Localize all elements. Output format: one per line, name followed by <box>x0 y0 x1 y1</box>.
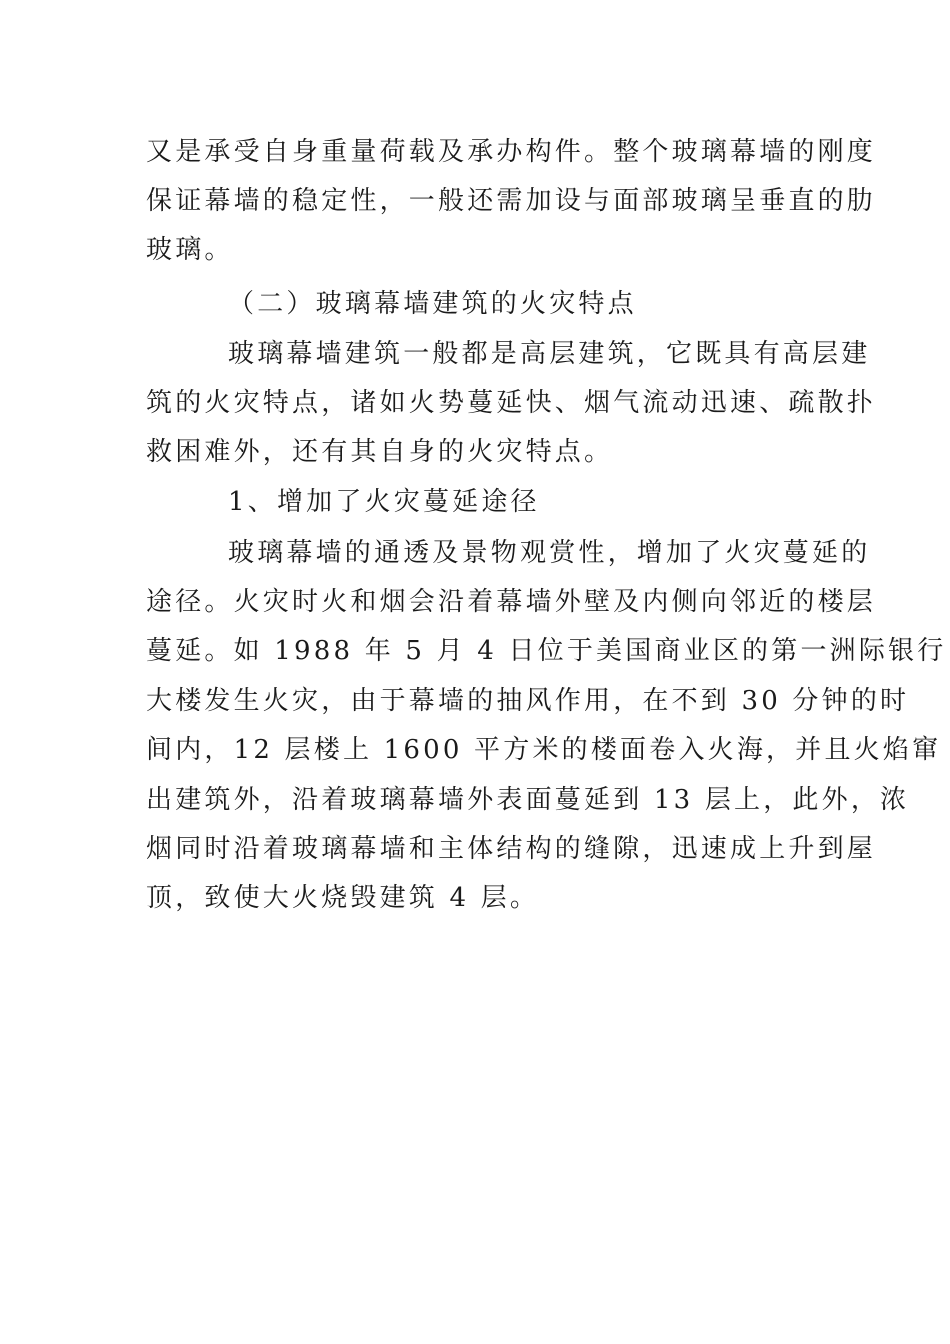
paragraph-line: 烟同时沿着玻璃幕墙和主体结构的缝隙，迅速成上升到屋 <box>146 834 877 864</box>
paragraph-line: 救困难外，还有其自身的火灾特点。 <box>146 437 614 467</box>
paragraph-line: 大楼发生火灾，由于幕墙的抽风作用，在不到 30 分钟的时 <box>146 686 910 716</box>
paragraph-line: 玻璃幕墙的通透及景物观赏性，增加了火灾蔓延的 <box>228 538 871 568</box>
paragraph-line: 又是承受自身重量荷载及承办构件。整个玻璃幕墙的刚度 <box>146 137 877 167</box>
paragraph-line: 途径。火灾时火和烟会沿着幕墙外壁及内侧向邻近的楼层 <box>146 587 877 617</box>
paragraph-line: 顶，致使大火烧毁建筑 4 层。 <box>146 883 540 913</box>
paragraph-line: 玻璃。 <box>146 235 234 265</box>
section-heading: （二）玻璃幕墙建筑的火灾特点 <box>228 289 637 319</box>
paragraph-line: 间内，12 层楼上 1600 平方米的楼面卷入火海，并且火焰窜 <box>146 735 942 765</box>
paragraph-line: 蔓延。如 1988 年 5 月 4 日位于美国商业区的第一洲际银行 <box>146 636 947 666</box>
paragraph-line: 筑的火灾特点，诸如火势蔓延快、烟气流动迅速、疏散扑 <box>146 388 877 418</box>
subsection-heading: 1、增加了火灾蔓延途径 <box>228 487 540 517</box>
paragraph-line: 保证幕墙的稳定性，一般还需加设与面部玻璃呈垂直的肋 <box>146 186 877 216</box>
paragraph-line: 玻璃幕墙建筑一般都是高层建筑，它既具有高层建 <box>228 339 871 369</box>
paragraph-line: 出建筑外，沿着玻璃幕墙外表面蔓延到 13 层上，此外，浓 <box>146 785 910 815</box>
